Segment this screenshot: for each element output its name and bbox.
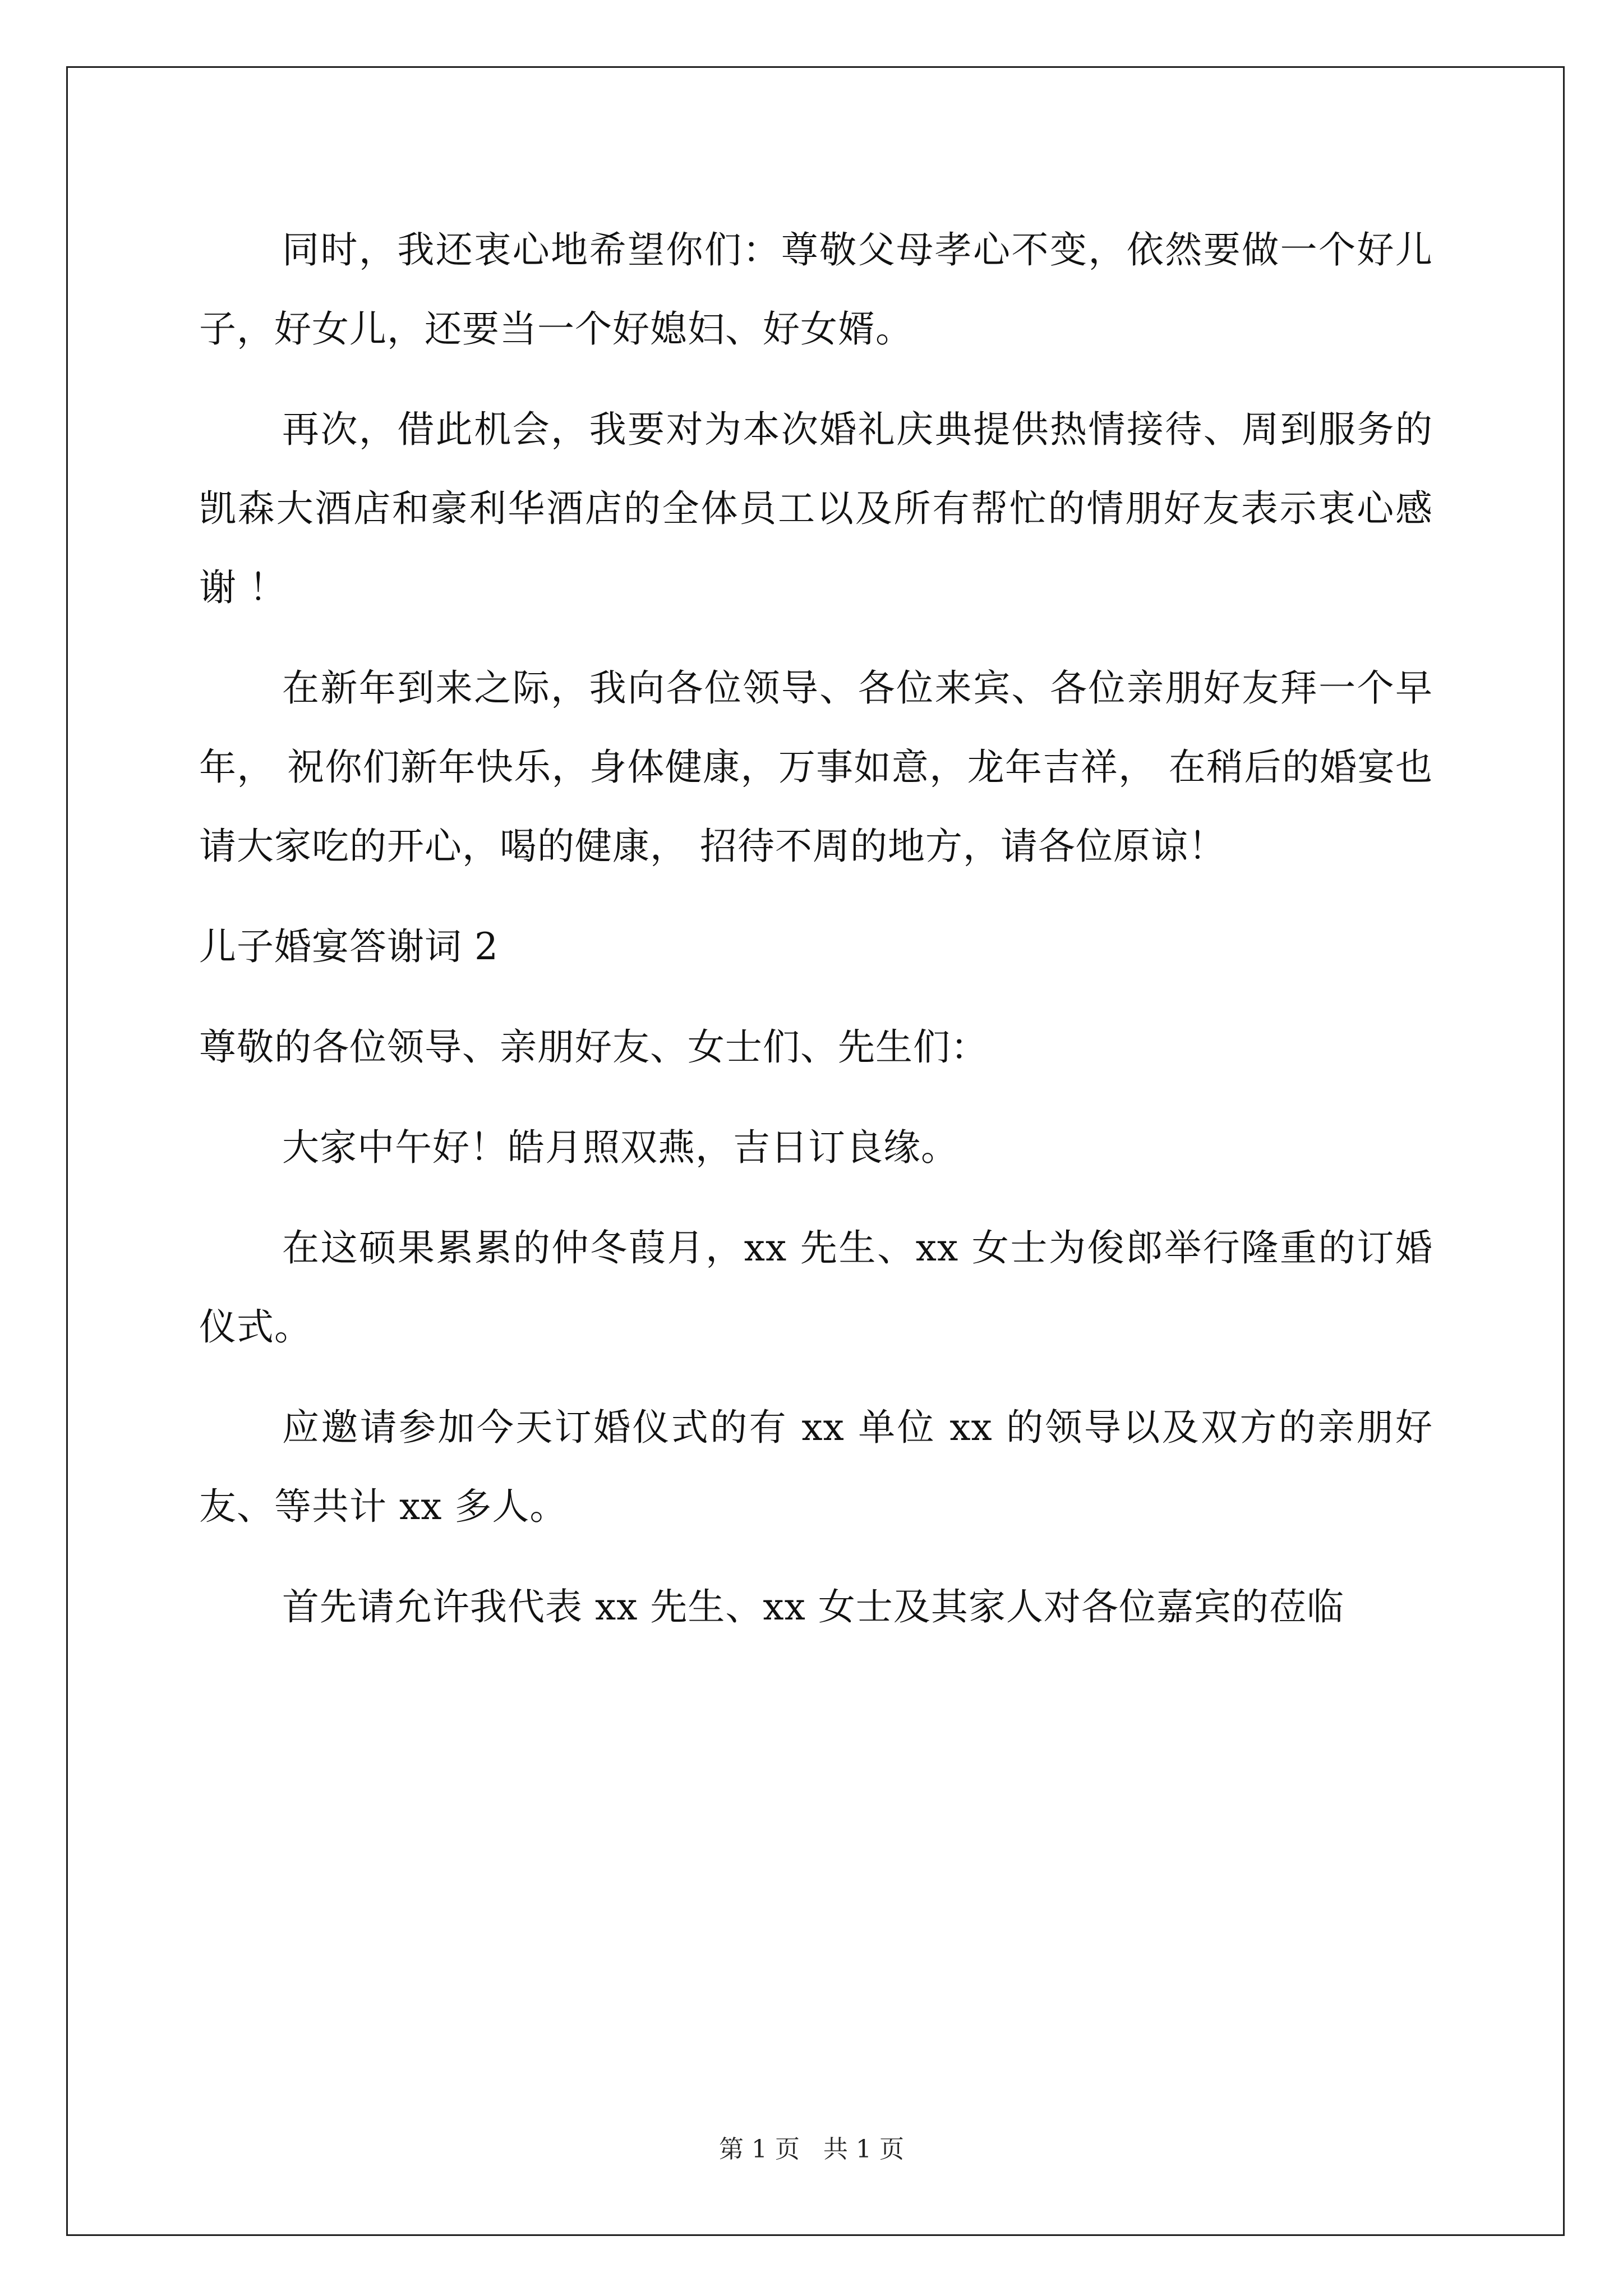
section-heading: 儿子婚宴答谢词 2 [199, 925, 499, 968]
paragraph: 再次，借此机会，我要对为本次婚礼庆典提供热情接待、周到服务的凯森大酒店和豪利华酒店的全体员工以及所有帮忙的情朋好友表示衷心感谢 ！ [199, 408, 1433, 609]
page-total: 共 1 页 [823, 2135, 904, 2164]
paragraph: 应邀请参加今天订婚仪式的有 xx 单位 xx 的领导以及双方的亲朋好友、等共计 xx 多人。 [199, 1406, 1433, 1528]
paragraph: 首先请允许我代表 xx 先生、xx 女士及其家人对各位嘉宾的莅临 [282, 1585, 1344, 1628]
page-number: 第 1 页 [719, 2135, 800, 2164]
page-footer [0, 2129, 1623, 2165]
salutation: 尊敬的各位领导、亲朋好友、女士们、先生们： [199, 1025, 988, 1069]
paragraph: 同时，我还衷心地希望你们：尊敬父母孝心不变，依然要做一个好儿子，好女儿，还要当一个好媳妇、好女婿。 [199, 228, 1433, 351]
document-body [199, 210, 1433, 1668]
paragraph: 大家中午好！皓月照双燕，吉日订良缘。 [282, 1126, 958, 1169]
paragraph: 在这硕果累累的仲冬葭月，xx 先生、xx 女士为俊郎举行隆重的订婚仪式。 [199, 1226, 1433, 1349]
paragraph: 在新年到来之际，我向各位领导、各位来宾、各位亲朋好友拜一个早年， 祝你们新年快乐，身体健康，万事如意，龙年吉祥， 在稍后的婚宴也请大家吃的开心，喝的健康， 招待不周的地方，请各位原谅！ [199, 666, 1433, 868]
